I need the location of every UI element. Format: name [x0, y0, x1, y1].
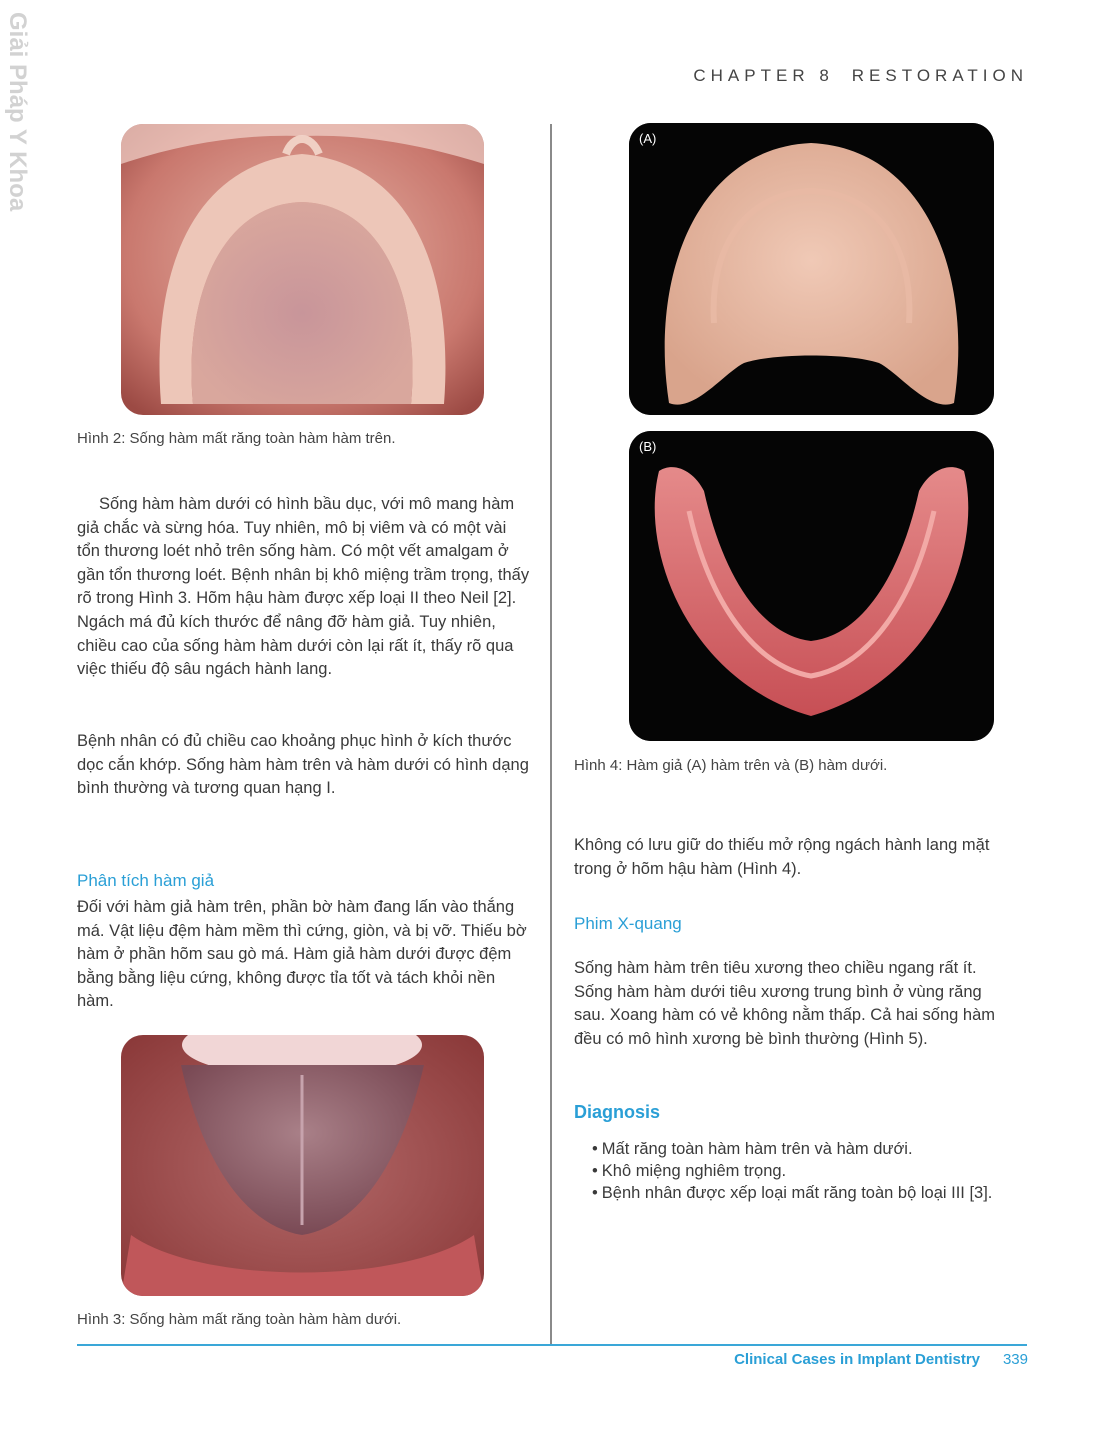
watermark: Giải Pháp Y Khoa: [4, 12, 31, 212]
figure-4b-label: (B): [639, 439, 657, 454]
denture-analysis-text: Đối với hàm giả hàm trên, phần bờ hàm đang lấn vào thắng má. Vật liệu đệm hàm mềm thì cứng, giòn, và bị vỡ. Thiếu bờ hàm ở phần hõm sau gò má. Hàm giả hàm dưới được đệm bằng bằng liệu cứng, không được tỉa tốt và tách khỏi nền hàm.: [77, 898, 527, 1011]
figure-4a-label: (A): [639, 131, 657, 146]
column-divider: [550, 124, 552, 1346]
figure-2-photo: [121, 124, 484, 415]
figure-3-photo: [121, 1035, 484, 1296]
paragraph-vertical-dimension: Bệnh nhân có đủ chiều cao khoảng phục hình ở kích thước dọc cắn khớp. Sống hàm hàm trên và hàm dưới có hình dạng bình thường và tương quan hạng I.: [77, 732, 529, 798]
running-header: [693, 66, 1028, 86]
figure-3-caption: Hình 3: Sống hàm mất răng toàn hàm hàm dưới.: [77, 1311, 402, 1328]
xray-heading: Phim X-quang: [574, 914, 682, 933]
page-number: 339: [1002, 1351, 1028, 1368]
figure-4b-photo: [629, 431, 994, 741]
figure-2-caption: Hình 2: Sống hàm mất răng toàn hàm hàm trên.: [77, 430, 396, 447]
denture-analysis-heading: Phân tích hàm giả: [77, 871, 215, 890]
list-item: • Mất răng toàn hàm hàm trên và hàm dưới.: [592, 1138, 1012, 1160]
chapter-label: CHAPTER 8: [693, 66, 834, 85]
footer-rule: [77, 1344, 1027, 1346]
figure-4-caption: Hình 4: Hàm giả (A) hàm trên và (B) hàm dưới.: [574, 757, 888, 774]
xray-text: Sống hàm hàm trên tiêu xương theo chiều ngang rất ít. Sống hàm hàm dưới tiêu xương trung bình ở vùng răng sau. Xoang hàm có vẻ không nằm thấp. Cả hai sống hàm đều có mô hình xương bè bình thường (Hình 5).: [574, 959, 996, 1048]
list-item: • Bệnh nhân được xếp loại mất răng toàn bộ loại III [3].: [592, 1182, 1012, 1204]
paragraph-lower-ridge: Sống hàm hàm dưới có hình bầu dục, với mô mang hàm giả chắc và sừng hóa. Tuy nhiên, mô bị viêm và có một vài tổn thương loét nhỏ trên sống hàm. Có một vết amalgam ở gần tổn thương loét. Bệnh nhân bị khô miệng trầm trọng, thấy rõ trong Hình 3. Hõm hậu hàm được xếp loại II theo Neil [2]. Ngách má đủ kích thước để nâng đỡ hàm giả. Tuy nhiên, chiều cao của sống hàm hàm dưới còn lại rất ít, thấy rõ qua việc thiếu độ sâu ngách hành lang.: [77, 495, 530, 679]
footer-book-title: Clinical Cases in Implant Dentistry: [734, 1351, 980, 1368]
diagnosis-heading: Diagnosis: [574, 1102, 661, 1122]
section-label: RESTORATION: [851, 66, 1028, 85]
paragraph-retention: Không có lưu giữ do thiếu mở rộng ngách hành lang mặt trong ở hõm hậu hàm (Hình 4).: [574, 836, 990, 878]
list-item: • Khô miệng nghiêm trọng.: [592, 1160, 1012, 1182]
figure-4a-photo: [629, 123, 994, 415]
diagnosis-list: [592, 1138, 1012, 1204]
